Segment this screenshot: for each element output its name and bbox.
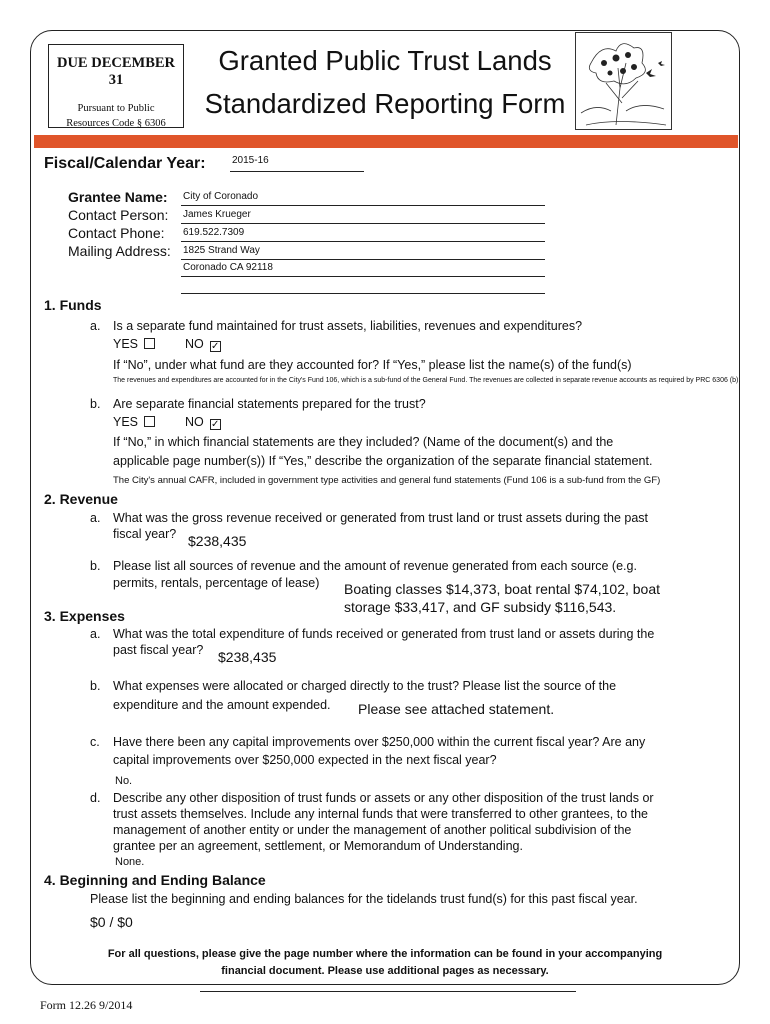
tree-illustration-icon bbox=[576, 33, 671, 129]
footer-instructions: For all questions, please give the page number where the information can be found in your accompanying financial document. Please use additional pages as necessary. bbox=[107, 948, 663, 977]
revenue-answer-b-line1: Boating classes $14,373, boat rental $74,102, boat bbox=[344, 581, 661, 597]
expenses-heading: 3. Expenses bbox=[44, 608, 125, 624]
question-letter: a. bbox=[90, 511, 101, 525]
due-date-reference: Pursuant to Public Resources Code § 6306 bbox=[66, 103, 166, 129]
funds-answer-a: The revenues and expenditures are accounted for in the City's Fund 106, which is a sub-fund of the General Fund. The revenues are collected in separate revenue accounts as required by PRC 6306 (b). bbox=[113, 377, 741, 384]
funds-b-yes-option[interactable]: YES bbox=[113, 414, 155, 431]
grantee-name-label: Grantee Name: bbox=[68, 189, 168, 205]
revenue-heading: 2. Revenue bbox=[44, 491, 118, 507]
seal-logo bbox=[575, 32, 672, 130]
expenses-answer-c: No. bbox=[115, 775, 133, 787]
contact-person-field[interactable]: James Krueger bbox=[181, 209, 545, 224]
funds-a-yes-option[interactable]: YES bbox=[113, 336, 155, 353]
no-checkbox-checked[interactable]: ✓ bbox=[211, 419, 220, 430]
contact-person-label: Contact Person: bbox=[68, 207, 169, 223]
fiscal-year-field[interactable]: 2015-16 bbox=[230, 155, 364, 172]
due-date-title: DUE DECEMBER 31 bbox=[56, 55, 176, 88]
question-letter: c. bbox=[90, 735, 100, 749]
revenue-answer-b-line2: storage $33,417, and GF subsidy $116,543. bbox=[344, 599, 617, 615]
expenses-question-b-line2: expenditure and the amount expended. bbox=[113, 698, 331, 712]
expenses-question-a-line1: What was the total expenditure of funds received or generated from trust land or assets during the bbox=[113, 627, 655, 641]
question-letter: b. bbox=[90, 397, 101, 411]
form-identifier: Form 12.26 9/2014 bbox=[40, 998, 133, 1012]
expenses-question-a-line2: past fiscal year? bbox=[113, 643, 204, 657]
grantee-name-field[interactable]: City of Coronado bbox=[181, 191, 545, 206]
expenses-answer-a: $238,435 bbox=[218, 649, 277, 665]
funds-question-a: Is a separate fund maintained for trust assets, liabilities, revenues and expenditures? bbox=[113, 319, 583, 333]
revenue-answer-a: $238,435 bbox=[188, 533, 247, 549]
revenue-question-a-line2: fiscal year? bbox=[113, 527, 177, 541]
form-title-line1: Granted Public Trust Lands bbox=[218, 45, 552, 76]
signature-line[interactable] bbox=[200, 991, 576, 992]
expenses-question-b-line1: What expenses were allocated or charged directly to the trust? Please list the source of the bbox=[113, 679, 617, 693]
contact-phone-label: Contact Phone: bbox=[68, 225, 165, 241]
expenses-question-d-line3: management of another entity or under the management of another political subdivision of the bbox=[113, 823, 632, 837]
yes-checkbox[interactable] bbox=[144, 416, 155, 427]
funds-answer-b: The City's annual CAFR, included in government type activities and general fund statements (Fund 106 is a sub-fund from the GF) bbox=[113, 475, 661, 486]
question-letter: d. bbox=[90, 791, 101, 805]
funds-b-no-option[interactable]: NO ✓ bbox=[185, 415, 220, 430]
expenses-answer-d: None. bbox=[115, 856, 145, 868]
question-letter: b. bbox=[90, 559, 101, 573]
mailing-address-label: Mailing Address: bbox=[68, 243, 171, 259]
question-letter: a. bbox=[90, 627, 101, 641]
balance-question: Please list the beginning and ending balances for the tidelands trust fund(s) for this past fiscal year. bbox=[90, 892, 638, 906]
due-date-box bbox=[48, 44, 184, 128]
funds-question-a-follow: If “No”, under what fund are they accounted for? If “Yes,” please list the name(s) of the fund(s) bbox=[113, 358, 632, 372]
no-checkbox-checked[interactable]: ✓ bbox=[211, 341, 220, 352]
mailing-address-line2-field[interactable]: Coronado CA 92118 bbox=[181, 262, 545, 277]
funds-question-b: Are separate financial statements prepared for the trust? bbox=[113, 397, 426, 411]
expenses-question-c-line2: capital improvements over $250,000 expected in the next fiscal year? bbox=[113, 753, 497, 767]
balance-heading: 4. Beginning and Ending Balance bbox=[44, 872, 266, 888]
mailing-address-line1-field[interactable]: 1825 Strand Way bbox=[181, 245, 545, 260]
revenue-question-a-line1: What was the gross revenue received or generated from trust land or trust assets during the past bbox=[113, 511, 648, 525]
expenses-question-d-line2: trust assets themselves. Include any internal funds that were transferred to other grantees, to the bbox=[113, 807, 649, 821]
funds-a-no-option[interactable]: NO ✓ bbox=[185, 337, 220, 352]
form-title-line2: Standardized Reporting Form bbox=[204, 88, 566, 119]
fiscal-year-label: Fiscal/Calendar Year: bbox=[44, 155, 206, 172]
expenses-question-c-line1: Have there been any capital improvements over $250,000 within the current fiscal year? Are any bbox=[113, 735, 646, 749]
funds-question-b-follow2: applicable page number(s)) If “Yes,” describe the organization of the separate financial statement. bbox=[113, 454, 653, 468]
yes-checkbox[interactable] bbox=[144, 338, 155, 349]
balance-answer: $0 / $0 bbox=[90, 914, 133, 930]
expenses-question-d-line4: grantee per an agreement, settlement, or Memorandum of Understanding. bbox=[113, 839, 523, 853]
revenue-question-b-line1: Please list all sources of revenue and the amount of revenue generated from each source (e.g. bbox=[113, 559, 637, 573]
header-divider bbox=[34, 135, 738, 148]
funds-question-b-follow1: If “No,” in which financial statements are they included? (Name of the document(s) and the bbox=[113, 435, 614, 449]
expenses-question-d-line1: Describe any other disposition of trust funds or assets or any other disposition of the trust lands or bbox=[113, 791, 654, 805]
expenses-answer-b: Please see attached statement. bbox=[358, 701, 555, 717]
funds-heading: 1. Funds bbox=[44, 297, 102, 313]
question-letter: a. bbox=[90, 319, 101, 333]
revenue-question-b-line2: permits, rentals, percentage of lease) bbox=[113, 576, 320, 590]
contact-phone-field[interactable]: 619.522.7309 bbox=[181, 227, 545, 242]
question-letter: b. bbox=[90, 679, 101, 693]
mailing-address-line3-field[interactable] bbox=[181, 279, 545, 294]
